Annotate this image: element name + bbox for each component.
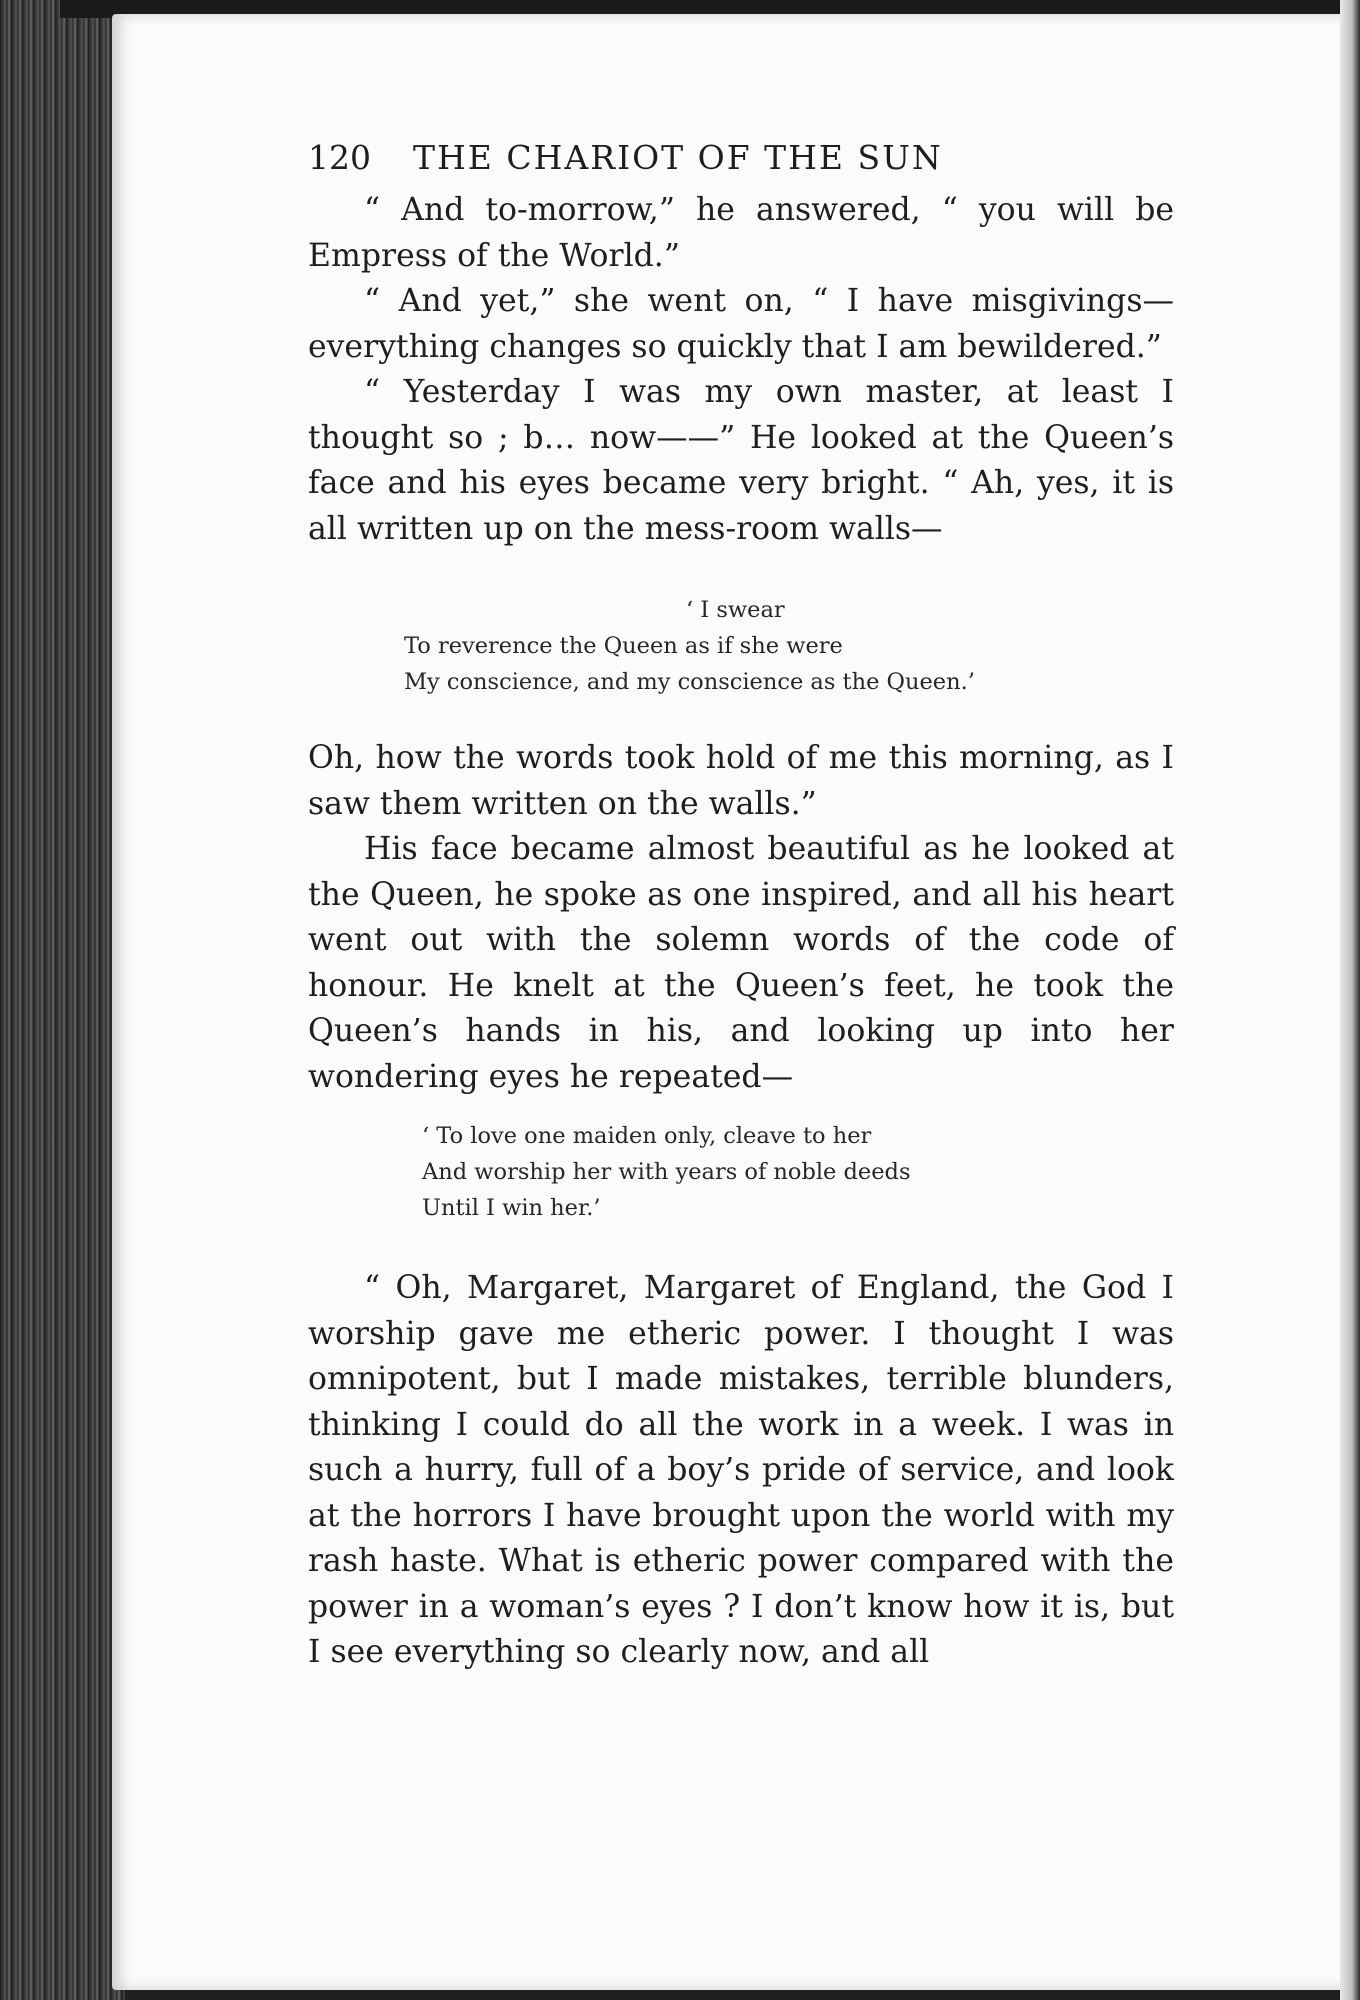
paragraph: “ Oh, Margaret, Margaret of England, the God I worship gave me etheric power. I thought I was omnipotent, but I made mistakes, terrible blunders, thinking I could do all the work in a week. I was in such a hurry, full of a boy’s pride of service, and look at the horrors I have brought upon the world with my rash haste. What is etheric power compared with the power in a woman’s eyes ? I don’t know how it is, but I see everything so clearly now, and all	[308, 1270, 1174, 1670]
paragraph: Oh, how the words took hold of me this morning, as I saw them written on the walls.”	[308, 740, 1174, 822]
verse-line: Until I win her.’	[422, 1195, 601, 1221]
paragraph: “ Yesterday I was my own master, at least I thought so ; b… now——” He looked at the Queen’s face and his eyes became very bright. “ Ah, yes, it is all written up on the mess-room walls—	[308, 374, 1174, 547]
verse-line: ‘ I swear	[686, 597, 785, 623]
verse-line: ‘ To love one maiden only, cleave to her	[422, 1123, 872, 1149]
verse-line: My conscience, and my conscience as the Queen.’	[404, 669, 975, 695]
verse-line: And worship her with years of noble deeds	[422, 1159, 911, 1185]
verse-quote	[422, 1118, 1174, 1226]
verse-line: To reverence the Queen as if she were	[404, 633, 843, 659]
paragraph: “ And yet,” she went on, “ I have misgivings—everything changes so quickly that I am bewildered.”	[308, 283, 1174, 365]
page-number: 120	[308, 138, 371, 177]
paragraph: “ And to-morrow,” he answered, “ you will be Empress of the World.”	[308, 192, 1174, 274]
running-header	[308, 138, 1174, 188]
verse-quote	[404, 592, 1174, 700]
paragraph: His face became almost beautiful as he looked at the Queen, he spoke as one inspired, and all his heart went out with the solemn words of the code of honour. He knelt at the Queen’s feet, he took the Queen’s hands in his, and looking up into her wondering eyes he repeated—	[308, 831, 1174, 1095]
running-title: THE CHARIOT OF THE SUN	[413, 138, 943, 177]
right-gutter	[1340, 0, 1360, 2000]
page-text	[308, 138, 1174, 1676]
page-edges	[0, 0, 125, 2000]
